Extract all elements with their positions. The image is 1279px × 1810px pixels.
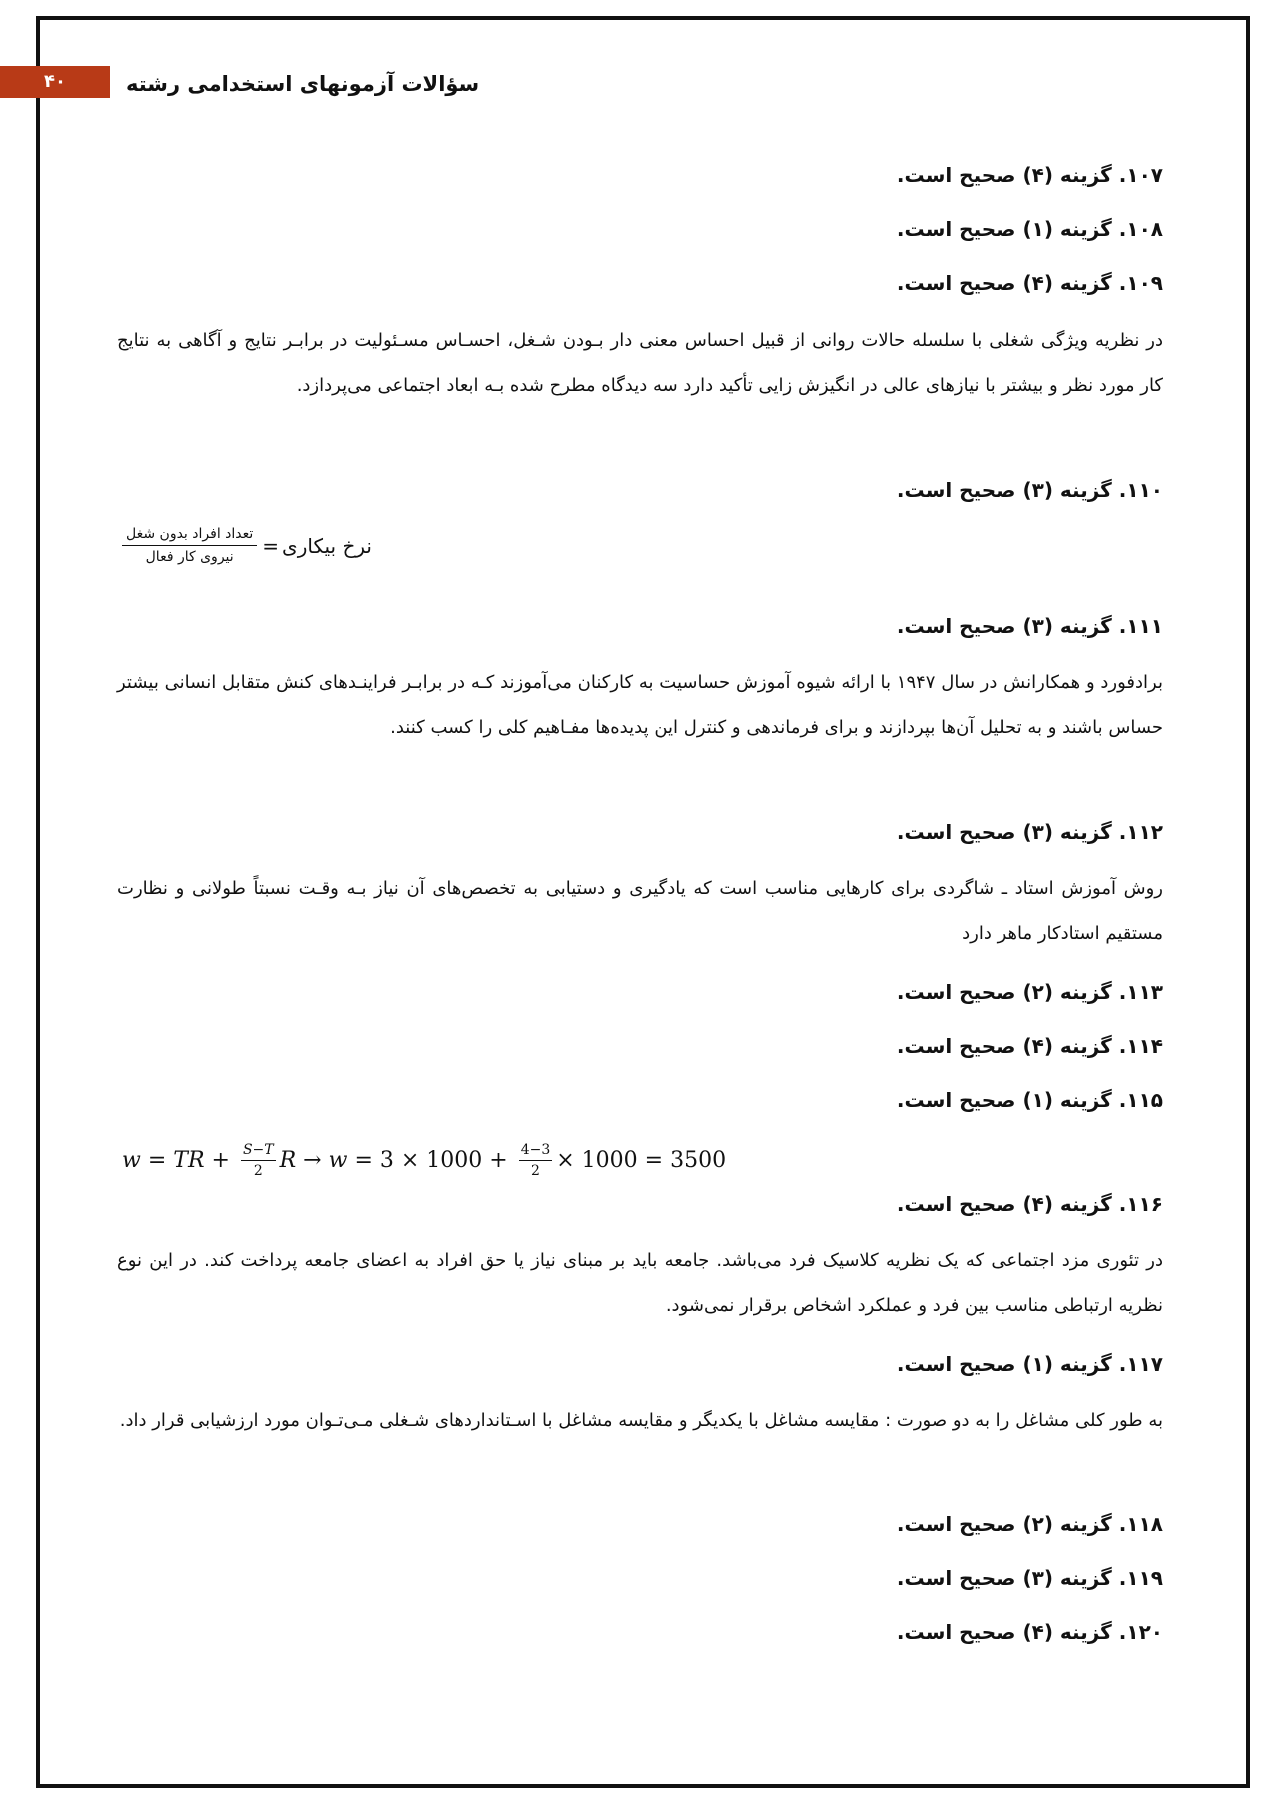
wage-result: 3500: [670, 1148, 727, 1173]
answer-117: ۱۱۷. گزینه (۱) صحیح است.: [896, 1352, 1163, 1376]
wage-term-1: 3 × 1000: [379, 1148, 483, 1173]
formula-numerator: تعداد افراد بدون شغل: [122, 526, 257, 546]
wage-eq-1: =: [140, 1148, 174, 1173]
wage-term-2: × 1000: [556, 1148, 638, 1173]
page-number-badge: ۴۰: [0, 66, 110, 98]
answer-115: ۱۱۵. گزینه (۱) صحیح است.: [896, 1088, 1163, 1112]
explanation-117: به طور کلی مشاغل را به دو صورت : مقایسه مشاغل با یکدیگر و مقایسه مشاغل با اسـتانداردهای شـغلی مـی‌تـوان مورد ارزشیابی قرار داد.: [119, 1410, 1163, 1431]
wage-var-r: R: [279, 1148, 297, 1173]
wage-eq-2: =: [347, 1148, 380, 1173]
wage-eq-3: =: [637, 1148, 671, 1173]
answer-116: ۱۱۶. گزینه (۴) صحیح است.: [896, 1192, 1163, 1216]
wage-formula: [122, 1142, 726, 1179]
wage-fraction-1: [241, 1142, 276, 1179]
answer-112: ۱۱۲. گزینه (۳) صحیح است.: [896, 820, 1163, 844]
answer-119: ۱۱۹. گزینه (۳) صحیح است.: [896, 1566, 1163, 1590]
answer-108: ۱۰۸. گزینه (۱) صحیح است.: [896, 217, 1163, 241]
answer-114: ۱۱۴. گزینه (۴) صحیح است.: [896, 1034, 1163, 1058]
answer-110: ۱۱۰. گزینه (۳) صحیح است.: [896, 478, 1163, 502]
formula-denominator: نیروی کار فعال: [145, 549, 234, 565]
formula-lhs: نرخ بیکاری: [282, 533, 372, 558]
running-title: سؤالات آزمونهای استخدامی رشته: [126, 72, 480, 96]
wage-plus-2: +: [482, 1148, 515, 1173]
formula-equals: =: [262, 533, 280, 558]
wage-plus-1: +: [204, 1148, 237, 1173]
answer-107: ۱۰۷. گزینه (۴) صحیح است.: [896, 163, 1163, 187]
wage-arrow: →: [296, 1148, 329, 1173]
wage-fraction-2: [519, 1142, 553, 1179]
wage-var-w: w: [122, 1148, 141, 1173]
explanation-111: برادفورد و همکارانش در سال ۱۹۴۷ با ارائه شیوه آموزش حساسیت به کارکنان می‌آموزند کـه در برابـر فراینـدهای کنش متقابل انسانی بیشتر حساس باشند و به تحلیل آن‌ها بپردازند و برای فرماندهی و کنترل این پدیده‌ها مفـاهیم کلی را کسب کنند.: [117, 672, 1163, 738]
answer-109: ۱۰۹. گزینه (۴) صحیح است.: [896, 271, 1163, 295]
explanation-116: در تئوری مزد اجتماعی که یک نظریه کلاسیک فرد می‌باشد. جامعه باید بر مبنای نیاز یا حق افراد به اعضای جامعه پرداخت کند. در این نوع نظریه ارتباطی مناسب بین فرد و عملکرد اشخاص برقرار نمی‌شود.: [117, 1250, 1163, 1316]
answer-113: ۱۱۳. گزینه (۲) صحیح است.: [896, 980, 1163, 1004]
wage-var-tr: TR: [173, 1148, 205, 1173]
wage-var-w-2: w: [328, 1148, 348, 1173]
formula-fraction: [122, 526, 257, 565]
explanation-112: روش آموزش استاد ـ شاگردی برای کارهایی مناسب است که یادگیری و دستیابی به تخصص‌های آن نیاز بـه وقـت نسبتاً طولانی و نظارت مستقیم استادکار ماهر دارد: [117, 878, 1163, 944]
unemployment-rate-formula: [122, 526, 372, 565]
answer-120: ۱۲۰. گزینه (۴) صحیح است.: [896, 1620, 1163, 1644]
answer-111: ۱۱۱. گزینه (۳) صحیح است.: [896, 614, 1163, 638]
wage-fraction-2-denominator: 2: [531, 1163, 540, 1179]
answer-118: ۱۱۸. گزینه (۲) صحیح است.: [896, 1512, 1163, 1536]
wage-fraction-1-denominator: 2: [253, 1163, 263, 1179]
wage-fraction-1-numerator: S−T: [241, 1142, 276, 1161]
wage-fraction-2-numerator: 4−3: [519, 1142, 553, 1161]
explanation-109: در نظریه ویژگی شغلی با سلسله حالات روانی از قبیل احساس معنی دار بـودن شـغل، احسـاس مسـئولیت در برابـر نتایج و آگاهی به نتایج کار مورد نظر و بیشتر با نیازهای عالی در انگیزش زایی تأکید دارد سه دیدگاه مطرح شده بـه ابعاد اجتماعی می‌پردازد.: [117, 330, 1163, 396]
